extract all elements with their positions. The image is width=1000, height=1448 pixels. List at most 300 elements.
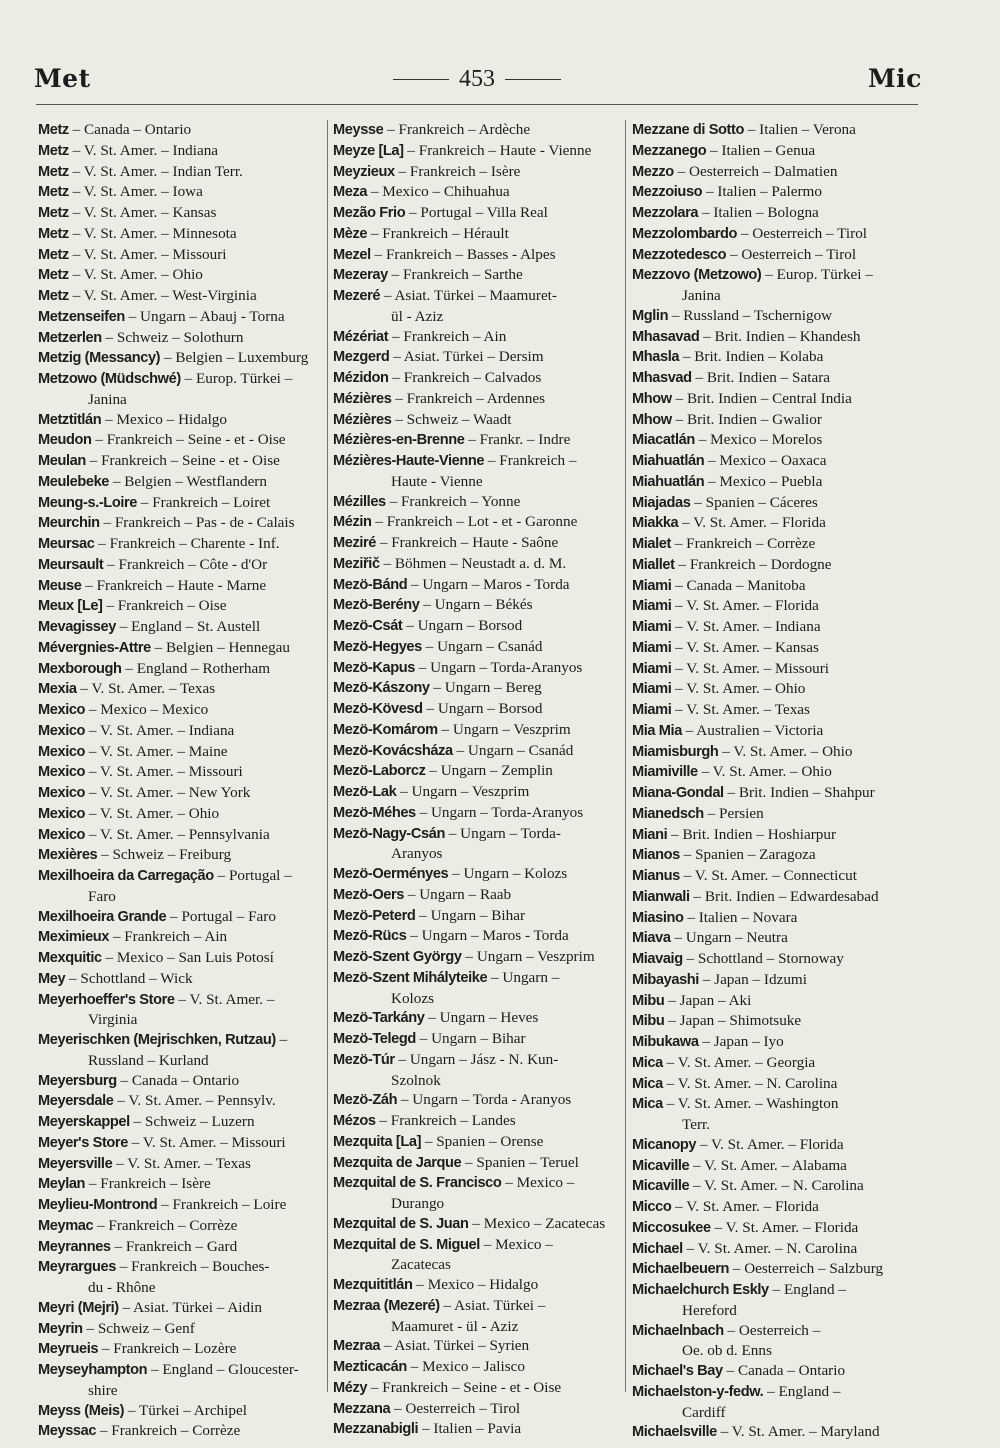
- entry-headword: Meyerhoeffer's Store: [38, 991, 175, 1008]
- entry-headword: Metz: [38, 246, 69, 263]
- gazetteer-entry: [632, 265, 924, 286]
- entry-location: – Asiat. Türkei – Syrien: [380, 1337, 530, 1355]
- gazetteer-entry: [333, 327, 618, 348]
- entry-headword: Mezö-Berény: [333, 597, 420, 614]
- entry-location: – Portugal –: [213, 867, 292, 884]
- gazetteer-entry: [632, 162, 924, 183]
- gazetteer-entry: [333, 120, 618, 141]
- entry-location: – Spanien – Teruel: [461, 1153, 579, 1171]
- gazetteer-entry: [333, 245, 618, 266]
- entry-location: – Brit. Indien – Khandesh: [699, 327, 861, 345]
- entry-location: – Böhmen – Neustadt a. d. M.: [379, 554, 567, 572]
- entry-headword: Miami: [632, 577, 672, 594]
- entry-headword: Mexico: [38, 743, 86, 760]
- entry-headword: Mexilhoeira Grande: [38, 908, 167, 925]
- entry-location: – V. St. Amer. – Minnesota: [68, 224, 237, 242]
- entry-headword: Mezö-Csát: [333, 618, 403, 634]
- entry-location: Hereford: [682, 1301, 737, 1319]
- entry-continuation: [38, 887, 322, 907]
- entry-location: – Ungarn – Békés: [419, 596, 533, 614]
- entry-headword: Michaelston-y-fedw.: [632, 1383, 764, 1400]
- entry-location: – Mexico – Jalisco: [406, 1358, 525, 1375]
- entry-headword: Mezquital de S. Francisco: [333, 1175, 502, 1192]
- entry-headword: Mezö-Méhes: [333, 804, 416, 821]
- gazetteer-entry: [38, 1257, 322, 1278]
- entry-headword: Mexico: [38, 826, 86, 843]
- entry-location: Aranyos: [391, 845, 443, 863]
- entry-location: – Frankreich – Lozère: [98, 1340, 237, 1358]
- entry-headword: Metzowo (Müdschwé): [38, 371, 181, 387]
- entry-location: – Schweiz – Luzern: [129, 1113, 255, 1130]
- entry-location: – V. St. Amer. – N. Carolina: [689, 1177, 864, 1195]
- entry-location: – Ungarn – Bihar: [415, 906, 526, 924]
- entry-headword: Mezö-Bánd: [333, 576, 408, 593]
- entry-location: – Ungarn – Torda - Aranyos: [397, 1091, 572, 1109]
- entry-headword: Mexico: [38, 764, 86, 781]
- entry-headword: Miami: [632, 702, 672, 718]
- entry-location: Haute - Vienne: [391, 472, 483, 490]
- gazetteer-entry: [632, 576, 924, 597]
- entry-location: Terr.: [682, 1116, 711, 1133]
- entry-location: – Belgien – Westflandern: [109, 472, 267, 490]
- gazetteer-entry: [333, 947, 618, 968]
- entry-headword: Mézin: [333, 514, 372, 531]
- gazetteer-entry: [632, 472, 924, 493]
- gazetteer-entry: [38, 493, 322, 514]
- entry-location: – Mexico – Hidalgo: [101, 410, 227, 428]
- gazetteer-entry: [38, 1174, 322, 1195]
- gazetteer-entry: [333, 1378, 618, 1399]
- entry-location: – Frankreich – Pas - de - Calais: [99, 514, 295, 532]
- entry-continuation: [632, 1115, 924, 1135]
- entry-headword: Michaelnbach: [632, 1322, 724, 1339]
- entry-location: – V. St. Amer. – Indiana: [85, 721, 235, 739]
- entry-location: – Portugal – Villa Real: [405, 204, 548, 221]
- entry-location: – Ungarn – Neutra: [670, 929, 788, 947]
- gazetteer-entry: [632, 721, 924, 742]
- entry-location: – V. St. Amer. – Ohio: [85, 804, 220, 822]
- entry-headword: Miava: [632, 930, 671, 947]
- entry-headword: Mezquital de S. Juan: [333, 1215, 469, 1232]
- gazetteer-entry: [38, 969, 322, 990]
- gazetteer-entry: [333, 1296, 618, 1317]
- header-dash-left: [393, 79, 449, 80]
- entry-location: – Asiat. Türkei – Dersim: [389, 348, 544, 366]
- gazetteer-entry: [333, 1111, 618, 1132]
- running-head-right: Mic: [868, 64, 922, 93]
- entry-location: – Frankreich – Loire: [157, 1196, 287, 1213]
- entry-headword: Miami: [632, 619, 672, 635]
- entry-headword: Meximieux: [38, 929, 110, 946]
- entry-headword: Mexico: [38, 785, 86, 801]
- entry-headword: Miasino: [632, 909, 684, 926]
- entry-headword: Meyersburg: [38, 1072, 117, 1089]
- gazetteer-entry: [38, 245, 322, 266]
- entry-headword: Mexico: [38, 805, 86, 822]
- entry-headword: Mezquita de Jarque: [333, 1154, 462, 1171]
- entry-headword: Meyersdale: [38, 1093, 114, 1110]
- entry-location: – Brit. Indien – Satara: [691, 369, 830, 386]
- gazetteer-entry: [632, 617, 924, 638]
- gazetteer-entry: [632, 182, 924, 203]
- gazetteer-entry: [38, 1237, 322, 1258]
- entry-continuation: [333, 307, 618, 327]
- gazetteer-entry: [333, 1029, 618, 1050]
- entry-headword: Metztitlán: [38, 411, 102, 428]
- gazetteer-entry: [38, 1133, 322, 1154]
- entry-location: – England – Gloucester-: [147, 1361, 299, 1378]
- entry-location: – Italien – Pavia: [418, 1420, 522, 1438]
- entry-location: – Frankreich – Corrèze: [670, 535, 816, 552]
- gazetteer-entry: [333, 451, 618, 472]
- gazetteer-entry: [632, 245, 924, 266]
- entry-location: – Brit. Indien – Hoshiarpur: [667, 825, 837, 843]
- entry-location: – Schweiz – Genf: [82, 1319, 195, 1337]
- entry-headword: Miami: [632, 639, 672, 656]
- gazetteer-entry: [333, 554, 618, 575]
- entry-location: – Frankreich – Basses - Alpes: [370, 245, 556, 263]
- entry-location: – Persien: [703, 804, 764, 822]
- entry-headword: Mézos: [333, 1113, 376, 1129]
- entry-location: – Mexico – Oaxaca: [704, 452, 827, 469]
- entry-headword: Mexborough: [38, 660, 122, 677]
- entry-location: – Ungarn – Veszprim: [396, 783, 530, 800]
- entry-headword: Mezö-Kövesd: [333, 701, 423, 717]
- entry-continuation: [333, 989, 618, 1009]
- entry-headword: Mexières: [38, 847, 98, 864]
- entry-headword: Mezö-Oers: [333, 886, 405, 903]
- gazetteer-entry: [38, 907, 322, 928]
- entry-headword: Meuse: [38, 577, 82, 594]
- gazetteer-entry: [632, 1053, 924, 1074]
- gazetteer-entry: [38, 721, 322, 742]
- entry-location: – Frankr. – Indre: [464, 431, 571, 449]
- entry-location: – England –: [768, 1281, 846, 1298]
- entry-headword: Meulebeke: [38, 473, 110, 490]
- gazetteer-entry: [632, 1094, 924, 1115]
- entry-location: – Frankreich – Isère: [394, 162, 521, 180]
- gazetteer-entry: [333, 265, 618, 286]
- entry-location: – V. St. Amer. – Indian Terr.: [68, 162, 243, 180]
- entry-location: – Schottland – Stornoway: [682, 950, 844, 967]
- entry-headword: Mezel: [333, 246, 371, 263]
- entry-location: – Europ. Türkei –: [180, 370, 293, 387]
- gazetteer-entry: [38, 679, 322, 700]
- entry-headword: Mhow: [632, 390, 672, 407]
- entry-location: – Canada – Ontario: [68, 121, 192, 138]
- entry-headword: Mezquital de S. Miguel: [333, 1236, 480, 1253]
- gazetteer-entry: [38, 328, 322, 349]
- entry-headword: Mezeray: [333, 267, 388, 284]
- column-divider: [625, 120, 626, 1392]
- gazetteer-entry: [632, 1074, 924, 1095]
- gazetteer-entry: [38, 286, 322, 307]
- entry-headword: Mezão Frio: [333, 205, 406, 221]
- entry-headword: Micanopy: [632, 1136, 697, 1153]
- gazetteer-entry: [38, 762, 322, 783]
- entry-location: – V. St. Amer. – Ohio: [718, 742, 853, 760]
- entry-headword: Meyss (Meis): [38, 1402, 125, 1419]
- gazetteer-entry: [38, 804, 322, 825]
- entry-headword: Mezzanego: [632, 142, 707, 159]
- entry-location: – V. St. Amer. – Missouri: [85, 763, 243, 781]
- entry-headword: Mey: [38, 970, 66, 987]
- entry-location: – Italien – Verona: [743, 121, 856, 138]
- entry-location: – Frankreich – Seine - et - Oise: [85, 452, 280, 469]
- entry-headword: Meyseyhampton: [38, 1362, 148, 1378]
- entry-location: – Frankreich – Isère: [85, 1175, 211, 1193]
- header-dash-right: [505, 79, 561, 80]
- gazetteer-entry: [632, 742, 924, 763]
- entry-location: du - Rhône: [88, 1279, 156, 1296]
- entry-headword: Mézières-en-Brenne: [333, 432, 465, 449]
- entry-continuation: [333, 844, 618, 864]
- entry-headword: Mezö-Laborcz: [333, 763, 426, 780]
- entry-location: – Spanien – Zaragoza: [679, 846, 816, 864]
- gazetteer-entry: [333, 803, 618, 824]
- gazetteer-entry: [632, 203, 924, 224]
- entry-continuation: [38, 390, 322, 410]
- gazetteer-entry: [333, 203, 618, 224]
- gazetteer-entry: [38, 742, 322, 763]
- entry-headword: Mezzolara: [632, 205, 699, 221]
- gazetteer-entry: [632, 306, 924, 327]
- gazetteer-entry: [632, 949, 924, 970]
- entry-headword: Mibu: [632, 992, 665, 1009]
- entry-headword: Meyzieux: [333, 163, 395, 180]
- entry-location: – Brit. Indien – Edwardesabad: [689, 887, 879, 905]
- entry-headword: Metz: [38, 184, 69, 201]
- entry-location: – V. St. Amer. – Ohio: [671, 680, 806, 698]
- entry-location: Oe. ob d. Enns: [682, 1342, 772, 1360]
- gazetteer-entry: [632, 493, 924, 514]
- entry-headword: Mexia: [38, 681, 77, 698]
- entry-headword: Meung-s.-Loire: [38, 494, 137, 511]
- entry-location: – V. St. Amer. – Kansas: [671, 638, 819, 656]
- entry-location: – Brit. Indien – Shahpur: [723, 784, 875, 801]
- entry-headword: Michael: [632, 1240, 683, 1257]
- gazetteer-entry: [38, 825, 322, 846]
- entry-headword: Meza: [333, 184, 368, 201]
- entry-location: – Italien – Palermo: [702, 183, 822, 201]
- gazetteer-entry: [38, 182, 322, 203]
- gazetteer-entry: [38, 141, 322, 162]
- entry-headword: Mexico: [38, 702, 86, 718]
- gazetteer-entry: [632, 327, 924, 348]
- entry-continuation: [38, 1051, 322, 1071]
- entry-location: – Frankreich – Yonne: [385, 492, 521, 510]
- entry-location: – Ungarn – Bereg: [429, 679, 542, 697]
- entry-headword: Mhasvad: [632, 370, 692, 386]
- entry-headword: Miami: [632, 681, 672, 698]
- entry-headword: Mézières-Haute-Vienne: [333, 453, 485, 469]
- entry-headword: Mezö-Peterd: [333, 907, 416, 924]
- entry-headword: Mexquitic: [38, 950, 102, 966]
- entry-headword: Michael's Bay: [632, 1363, 723, 1379]
- gazetteer-entry: [333, 575, 618, 596]
- entry-location: – England – Rotherham: [121, 659, 271, 677]
- column-divider: [327, 120, 328, 1392]
- gazetteer-entry: [632, 700, 924, 721]
- gazetteer-entry: [333, 637, 618, 658]
- entry-location: Faro: [88, 887, 116, 905]
- gazetteer-entry: [333, 1399, 618, 1420]
- entry-location: – Schweiz – Freiburg: [97, 846, 232, 864]
- gazetteer-entry: [333, 286, 618, 307]
- entry-headword: Mezö-Túr: [333, 1051, 395, 1068]
- gazetteer-entry: [632, 825, 924, 846]
- gazetteer-entry: [632, 120, 924, 141]
- entry-location: – V. St. Amer. – Florida: [710, 1218, 859, 1236]
- entry-location: – Frankreich – Bouches-: [115, 1258, 270, 1276]
- entry-headword: Mezraa: [333, 1338, 381, 1355]
- gazetteer-entry: [632, 1321, 924, 1342]
- entry-continuation: [38, 1381, 322, 1401]
- gazetteer-entry: [333, 410, 618, 431]
- entry-headword: Michaelchurch Eskly: [632, 1282, 769, 1298]
- entry-headword: Meux [Le]: [38, 598, 103, 615]
- gazetteer-entry: [38, 430, 322, 451]
- gazetteer-entry: [632, 866, 924, 887]
- entry-location: – Japan – Aki: [664, 991, 752, 1009]
- entry-headword: Miacatlán: [632, 432, 695, 449]
- entry-headword: Meyrin: [38, 1320, 83, 1337]
- entry-location: – Mexico – Chihuahua: [367, 183, 510, 201]
- entry-location: – V. St. Amer. – Missouri: [68, 245, 227, 263]
- gazetteer-entry: [632, 991, 924, 1012]
- entry-headword: Miavaig: [632, 951, 683, 967]
- gazetteer-entry: [38, 1216, 322, 1237]
- entry-location: – Spanien – Orense: [421, 1132, 544, 1150]
- gazetteer-entry: [38, 1112, 322, 1133]
- entry-headword: Meyerskappel: [38, 1114, 130, 1130]
- gazetteer-entry: [632, 1280, 924, 1301]
- entry-location: – Belgien – Luxemburg: [160, 349, 309, 367]
- entry-location: Russland – Kurland: [88, 1051, 209, 1069]
- gazetteer-entry: [333, 389, 618, 410]
- gazetteer-entry: [632, 1259, 924, 1280]
- gazetteer-entry: [632, 513, 924, 534]
- entry-location: – Ungarn – Maros - Torda: [406, 927, 569, 945]
- entry-location: – Mexico –: [479, 1235, 553, 1253]
- entry-headword: Metz: [38, 288, 69, 304]
- page-number: 453: [459, 66, 495, 92]
- entry-headword: Meulan: [38, 453, 86, 469]
- entry-location: – Frankreich – Ardèche: [383, 121, 531, 138]
- entry-continuation: [632, 1403, 924, 1423]
- entry-location: – Ungarn – Csanád: [421, 637, 543, 655]
- entry-headword: Meursac: [38, 536, 95, 552]
- entry-location: – Brit. Indien – Gwalior: [671, 410, 822, 428]
- gazetteer-entry: [38, 265, 322, 286]
- entry-headword: Meyrannes: [38, 1238, 111, 1255]
- entry-headword: Mialet: [632, 536, 671, 552]
- entry-location: – V. St. Amer. – Indiana: [68, 141, 219, 159]
- entry-continuation: [333, 1071, 618, 1091]
- entry-headword: Mezö-Záh: [333, 1092, 398, 1109]
- gazetteer-entry: [38, 534, 322, 555]
- entry-location: – Mexico –: [501, 1174, 575, 1192]
- entry-headword: Mézilles: [333, 493, 386, 510]
- entry-location: – Frankreich – Corrèze: [93, 1216, 238, 1234]
- entry-location: – Ungarn – Torda-Aranyos: [415, 803, 584, 821]
- entry-location: – Frankreich – Ain: [388, 327, 507, 345]
- entry-location: – Frankreich – Lot - et - Garonne: [371, 513, 578, 531]
- gazetteer-entry: [38, 927, 322, 948]
- entry-location: – V. St. Amer. – Texas: [76, 680, 216, 698]
- entry-location: – Mexico – Hidalgo: [412, 1276, 539, 1293]
- entry-location: – Türkei – Archipel: [124, 1401, 247, 1419]
- entry-location: – Frankreich – Loiret: [137, 493, 271, 511]
- gazetteer-entry: [38, 990, 322, 1011]
- gazetteer-entry: [632, 845, 924, 866]
- entry-headword: Meziřič: [333, 555, 380, 572]
- entry-headword: Mianus: [632, 868, 680, 884]
- gazetteer-entry: [38, 659, 322, 680]
- entry-location: – V. St. Amer. – Maine: [85, 742, 228, 760]
- gazetteer-entry: [333, 1173, 618, 1194]
- gazetteer-entry: [38, 845, 322, 866]
- entry-location: – V. St. Amer. – N. Carolina: [682, 1239, 858, 1257]
- gazetteer-entry: [333, 1050, 618, 1071]
- entry-headword: Mezquititlán: [333, 1277, 413, 1293]
- entry-location: – Brit. Indien – Kolaba: [679, 348, 824, 366]
- gazetteer-entry: [632, 1176, 924, 1197]
- entry-location: – V. St. Amer. – Georgia: [662, 1053, 816, 1071]
- gazetteer-entry: [333, 368, 618, 389]
- entry-location: – V. St. Amer. – New York: [85, 784, 251, 801]
- gazetteer-entry: [333, 926, 618, 947]
- entry-headword: Mibu: [632, 1013, 665, 1030]
- gazetteer-entry: [333, 1214, 618, 1235]
- entry-headword: Miahuatlán: [632, 473, 705, 490]
- entry-location: – V. St. Amer. – N. Carolina: [662, 1074, 838, 1092]
- gazetteer-entry: [333, 1008, 618, 1029]
- gazetteer-entry: [333, 782, 618, 803]
- entry-location: – England –: [763, 1382, 841, 1400]
- entry-location: – Ungarn – Raab: [404, 885, 512, 903]
- entry-headword: Mezquita [La]: [333, 1133, 422, 1150]
- gazetteer-entry: [632, 659, 924, 680]
- entry-location: –: [275, 1031, 288, 1048]
- entry-headword: Mexilhoeira da Carregação: [38, 868, 214, 884]
- gazetteer-entry: [333, 699, 618, 720]
- entry-location: – V. St. Amer. – Florida: [678, 514, 826, 532]
- entry-location: – Asiat. Türkei – Aidin: [118, 1298, 262, 1316]
- gazetteer-entry: [632, 1382, 924, 1403]
- entry-location: – Europ. Türkei –: [761, 266, 873, 284]
- entry-headword: Miami: [632, 660, 672, 677]
- entry-location: – V. St. Amer. – West-Virginia: [68, 287, 257, 304]
- gazetteer-entry: [333, 512, 618, 533]
- entry-headword: Metz: [38, 142, 69, 159]
- gazetteer-entry: [333, 678, 618, 699]
- entry-headword: Meziré: [333, 535, 377, 551]
- gazetteer-entry: [632, 679, 924, 700]
- entry-continuation: [333, 1255, 618, 1275]
- entry-location: – Frankreich – Ain: [109, 928, 228, 946]
- entry-location: – Ungarn – Borsod: [422, 700, 543, 717]
- gazetteer-entry: [632, 224, 924, 245]
- gazetteer-entry: [632, 908, 924, 929]
- gazetteer-entry: [38, 369, 322, 390]
- gazetteer-entry: [632, 451, 924, 472]
- entry-location: – Frankreich – Sarthe: [387, 266, 523, 284]
- entry-location: – V. St. Amer. – Texas: [112, 1154, 251, 1172]
- gazetteer-entry: [38, 162, 322, 183]
- entry-headword: Meyersville: [38, 1155, 113, 1172]
- entry-headword: Miajadas: [632, 494, 691, 511]
